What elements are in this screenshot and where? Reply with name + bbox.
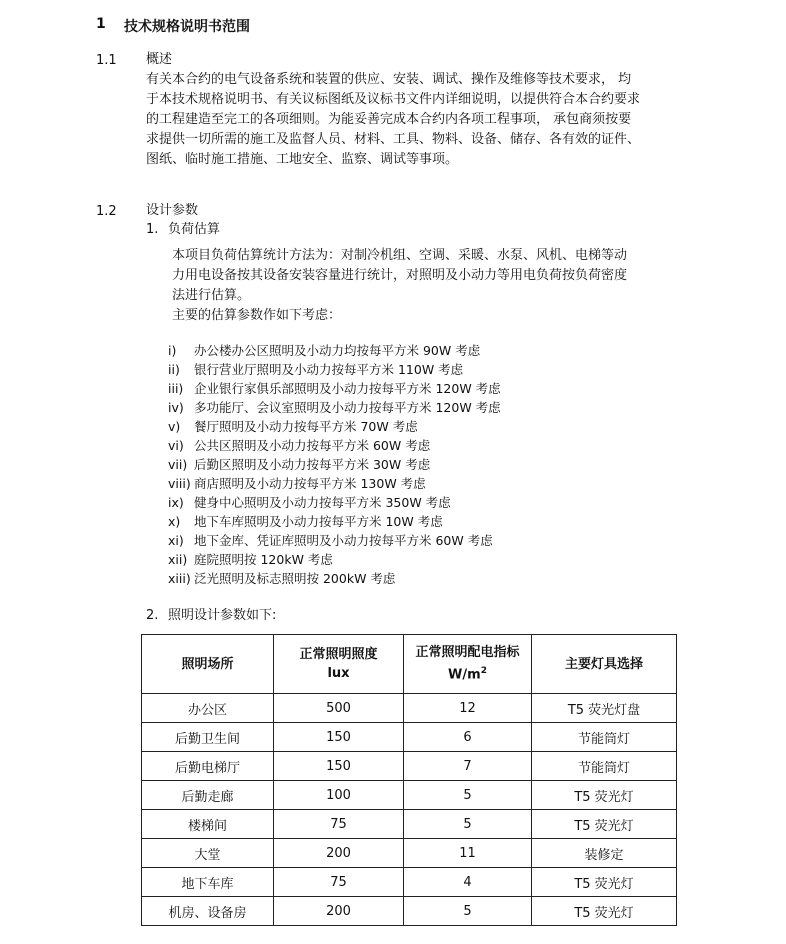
list-item-marker: vii)	[168, 457, 188, 472]
list-item	[168, 550, 501, 569]
table-cell: T5 荧光灯	[532, 810, 677, 839]
list-item-text: 办公楼办公区照明及小动力均按每平方米 90W 考虑	[194, 343, 481, 358]
paragraph-line: 求提供一切所需的施工及监督人员、材料、工具、物料、设备、储存、各有效的证件、	[146, 132, 641, 147]
table-row	[142, 810, 677, 839]
table-cell: 节能筒灯	[532, 752, 677, 781]
paragraph-line: 的工程建造至完工的各项细则。为能妥善完成本合约内各项工程事项， 承包商须按要	[146, 112, 632, 127]
list-item	[168, 512, 501, 531]
header-illuminance: 正常照明照度 lux	[274, 635, 404, 694]
list-item	[168, 436, 501, 455]
list-item	[168, 455, 501, 474]
list-item-text: 商店照明及小动力按每平方米 130W 考虑	[194, 476, 426, 491]
list-item-text: 地下车库照明及小动力按每平方米 10W 考虑	[194, 514, 443, 529]
table-row	[142, 897, 677, 926]
list-item-text: 泛光照明及标志照明按 200kW 考虑	[194, 571, 396, 586]
table-cell: 7	[404, 752, 532, 781]
table-cell: T5 荧光灯	[532, 781, 677, 810]
load-estimate-paragraph	[172, 246, 627, 326]
paragraph-line: 本项目负荷估算统计方法为：对制冷机组、空调、采暖、水泵、风机、电梯等动	[172, 248, 628, 263]
table-cell: 大堂	[142, 839, 274, 868]
table-header-row	[142, 635, 677, 694]
table-cell: 5	[404, 897, 532, 926]
table-cell: 4	[404, 868, 532, 897]
list-item-text: 多功能厅、会议室照明及小动力按每平方米 120W 考虑	[194, 400, 501, 415]
paragraph-line: 图纸、临时施工措施、工地安全、监察、调试等事项。	[146, 152, 459, 167]
list-item-marker: i)	[168, 343, 177, 358]
list-item-marker: v)	[168, 419, 181, 434]
estimate-parameter-list	[168, 341, 501, 588]
table-cell: 节能筒灯	[532, 723, 677, 752]
subsection-number-1-2: 1.2	[96, 204, 117, 219]
list-item	[168, 417, 501, 436]
list-item-marker: xii)	[168, 552, 188, 567]
table-cell: 5	[404, 810, 532, 839]
table-cell: 后勤电梯厅	[142, 752, 274, 781]
table-cell: 机房、设备房	[142, 897, 274, 926]
list-item-marker: vi)	[168, 438, 184, 453]
list-item-marker: x)	[168, 514, 181, 529]
table-row	[142, 752, 677, 781]
table-row	[142, 723, 677, 752]
list-item-text: 后勤区照明及小动力按每平方米 30W 考虑	[194, 457, 431, 472]
table-cell: 地下车库	[142, 868, 274, 897]
table-cell: 5	[404, 781, 532, 810]
table-cell: 装修定	[532, 839, 677, 868]
section-title: 技术规格说明书范围	[124, 19, 250, 35]
list-item-marker: iii)	[168, 381, 184, 396]
list-item-marker: ix)	[168, 495, 184, 510]
table-cell: T5 荧光灯盘	[532, 694, 677, 723]
subsection-title-design-params: 设计参数	[146, 203, 199, 218]
table-cell: 后勤走廊	[142, 781, 274, 810]
table-cell: 75	[274, 810, 404, 839]
list-item	[168, 360, 501, 379]
subsection-number-1-1: 1.1	[96, 53, 117, 68]
list-item-marker: viii)	[168, 476, 191, 491]
table-cell: 200	[274, 839, 404, 868]
table-cell: 办公区	[142, 694, 274, 723]
table-cell: T5 荧光灯	[532, 897, 677, 926]
item-number-2: 2.	[146, 608, 159, 623]
lighting-parameter-table	[141, 634, 677, 926]
table-cell: 6	[404, 723, 532, 752]
list-item-text: 地下金库、凭证库照明及小动力按每平方米 60W 考虑	[194, 533, 493, 548]
list-item-marker: xiii)	[168, 571, 191, 586]
list-item-marker: iv)	[168, 400, 184, 415]
table-cell: 500	[274, 694, 404, 723]
subsection-title-overview: 概述	[146, 52, 173, 67]
list-item-text: 健身中心照明及小动力按每平方米 350W 考虑	[194, 495, 451, 510]
table-cell: 150	[274, 723, 404, 752]
table-cell: 100	[274, 781, 404, 810]
list-item-text: 庭院照明按 120kW 考虑	[194, 552, 333, 567]
header-power-density: 正常照明配电指标 $W/m^2$	[404, 635, 532, 694]
table-row	[142, 694, 677, 723]
header-luminaire: 主要灯具选择	[532, 635, 677, 694]
section-number: 1	[96, 16, 106, 32]
table-cell: 11	[404, 839, 532, 868]
list-item-text: 银行营业厅照明及小动力按每平方米 110W 考虑	[194, 362, 464, 377]
table-cell: 200	[274, 897, 404, 926]
list-item	[168, 474, 501, 493]
table-cell: 12	[404, 694, 532, 723]
paragraph-line: 于本技术规格说明书、有关议标图纸及议标书文件内详细说明，以提供符合本合约要求	[146, 92, 641, 107]
table-cell: 75	[274, 868, 404, 897]
list-item	[168, 341, 501, 360]
list-item-text: 餐厅照明及小动力按每平方米 70W 考虑	[194, 419, 418, 434]
table-cell: 150	[274, 752, 404, 781]
item-title-lighting-params: 照明设计参数如下:	[168, 608, 277, 623]
list-item	[168, 398, 501, 417]
table-cell: 楼梯间	[142, 810, 274, 839]
paragraph-line: 有关本合约的电气设备系统和装置的供应、安装、调试、操作及维修等技术要求， 均	[146, 72, 632, 87]
paragraph-line: 法进行估算。	[172, 288, 251, 303]
table-cell: 后勤卫生间	[142, 723, 274, 752]
paragraph-line: 力用电设备按其设备安装容量进行统计，对照明及小动力等用电负荷按负荷密度	[172, 268, 628, 283]
table-row	[142, 781, 677, 810]
table-cell: T5 荧光灯	[532, 868, 677, 897]
list-item-text: 企业银行家俱乐部照明及小动力按每平方米 120W 考虑	[194, 381, 501, 396]
paragraph-line: 主要的估算参数作如下考虑：	[172, 308, 342, 323]
list-item-text: 公共区照明及小动力按每平方米 60W 考虑	[194, 438, 431, 453]
list-item	[168, 493, 501, 512]
table-row	[142, 868, 677, 897]
item-title-load-estimate: 负荷估算	[168, 222, 221, 237]
overview-paragraph	[146, 70, 640, 170]
list-item-marker: ii)	[168, 362, 180, 377]
list-item	[168, 569, 501, 588]
list-item	[168, 531, 501, 550]
item-number-1: 1.	[146, 222, 159, 237]
table-row	[142, 839, 677, 868]
list-item-marker: xi)	[168, 533, 184, 548]
header-lighting-location: 照明场所	[142, 635, 274, 694]
list-item	[168, 379, 501, 398]
